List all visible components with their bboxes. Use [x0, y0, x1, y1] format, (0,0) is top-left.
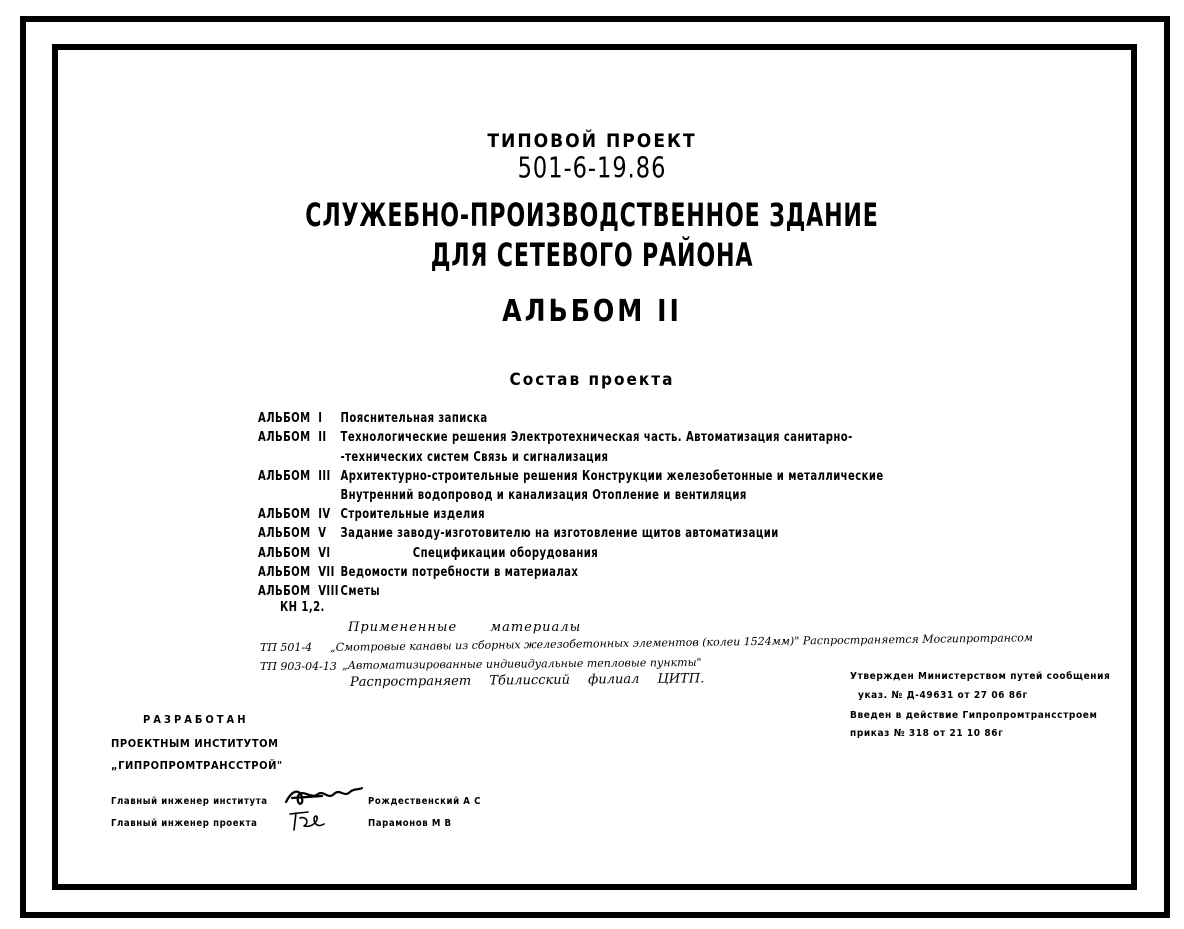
- album-number: I: [318, 411, 323, 426]
- material-distributor: Распространяет Тбилисский филиал ЦИТП.: [349, 671, 705, 690]
- album-description: Спецификации оборудования: [412, 546, 599, 561]
- album-description: Пояснительная записка: [340, 411, 488, 426]
- album-number: V: [318, 526, 327, 541]
- signature-chief-engineer-project: [286, 808, 330, 834]
- album-title: АЛЬБОМ II: [502, 292, 682, 329]
- kn-note: КН 1,2.: [280, 600, 325, 615]
- album-label: АЛЬБОМ: [258, 507, 311, 522]
- album-description: Внутренний водопровод и канализация Отопление и вентиляция: [340, 488, 747, 503]
- album-description: Сметы: [340, 584, 381, 599]
- material-text: „Смотровые канавы из сборных железобетонных элементов (колеи 1524мм)" Распространяется Мосгипротрансом: [329, 631, 1033, 654]
- album-label: АЛЬБОМ: [258, 411, 311, 426]
- material-text: „Автоматизированные индивидуальные тепловые пункты": [341, 655, 702, 672]
- album-number: II: [318, 430, 327, 445]
- album-label: АЛЬБОМ: [258, 546, 311, 561]
- developer-line: ПРОЕКТНЫМ ИНСТИТУТОМ: [111, 737, 279, 750]
- album-description: Строительные изделия: [340, 507, 485, 522]
- signature-role: Главный инженер проекта: [111, 818, 258, 829]
- developer-line: РАЗРАБОТАН: [143, 713, 249, 726]
- album-number: VIII: [318, 584, 339, 599]
- approval-line: приказ № 318 от 21 10 86г: [850, 728, 1004, 739]
- album-description: Архитектурно-строительные решения Конструкции железобетонные и металлические: [340, 469, 884, 484]
- contents-heading: Состав проекта: [509, 370, 675, 390]
- approval-line: Утвержден Министерством путей сообщения: [850, 671, 1111, 682]
- album-description: Технологические решения Электротехническая часть. Автоматизация санитарно-: [340, 430, 853, 445]
- album-label: АЛЬБОМ: [258, 526, 311, 541]
- approval-line: Введен в действие Гипропромтрансстроем: [850, 710, 1098, 721]
- album-label: АЛЬБОМ: [258, 430, 311, 445]
- signature-role: Главный инженер института: [111, 796, 268, 807]
- approval-line: указ. № Д-49631 от 27 06 86г: [858, 690, 1028, 701]
- material-code: ТП 501-4: [260, 641, 313, 654]
- album-number: VI: [318, 546, 331, 561]
- project-title-line1: СЛУЖЕБНО-ПРОИЗВОДСТВЕННОЕ ЗДАНИЕ: [305, 196, 879, 235]
- materials-heading: Примененные материалы: [348, 620, 582, 635]
- developer-line: „ГИПРОПРОМТРАНССТРОЙ": [111, 759, 283, 772]
- album-description: Задание заводу-изготовителю на изготовление щитов автоматизации: [340, 526, 779, 541]
- signature-chief-engineer-institute: [282, 784, 366, 810]
- project-series: ТИПОВОЙ ПРОЕКТ: [487, 130, 697, 152]
- album-description: Ведомости потребности в материалах: [340, 565, 579, 580]
- project-title-line2: ДЛЯ СЕТЕВОГО РАЙОНА: [430, 236, 754, 275]
- album-number: III: [318, 469, 331, 484]
- album-label: АЛЬБОМ: [258, 584, 311, 599]
- signature-name: Рождественский А С: [368, 796, 481, 807]
- album-label: АЛЬБОМ: [258, 565, 311, 580]
- material-code: ТП 903-04-13: [260, 660, 337, 673]
- project-number: 501-6-19.86: [517, 150, 667, 185]
- album-number: IV: [318, 507, 331, 522]
- signature-name: Парамонов М В: [368, 818, 452, 829]
- album-description: -технических систем Связь и сигнализация: [340, 450, 609, 465]
- album-number: VII: [318, 565, 335, 580]
- album-label: АЛЬБОМ: [258, 469, 311, 484]
